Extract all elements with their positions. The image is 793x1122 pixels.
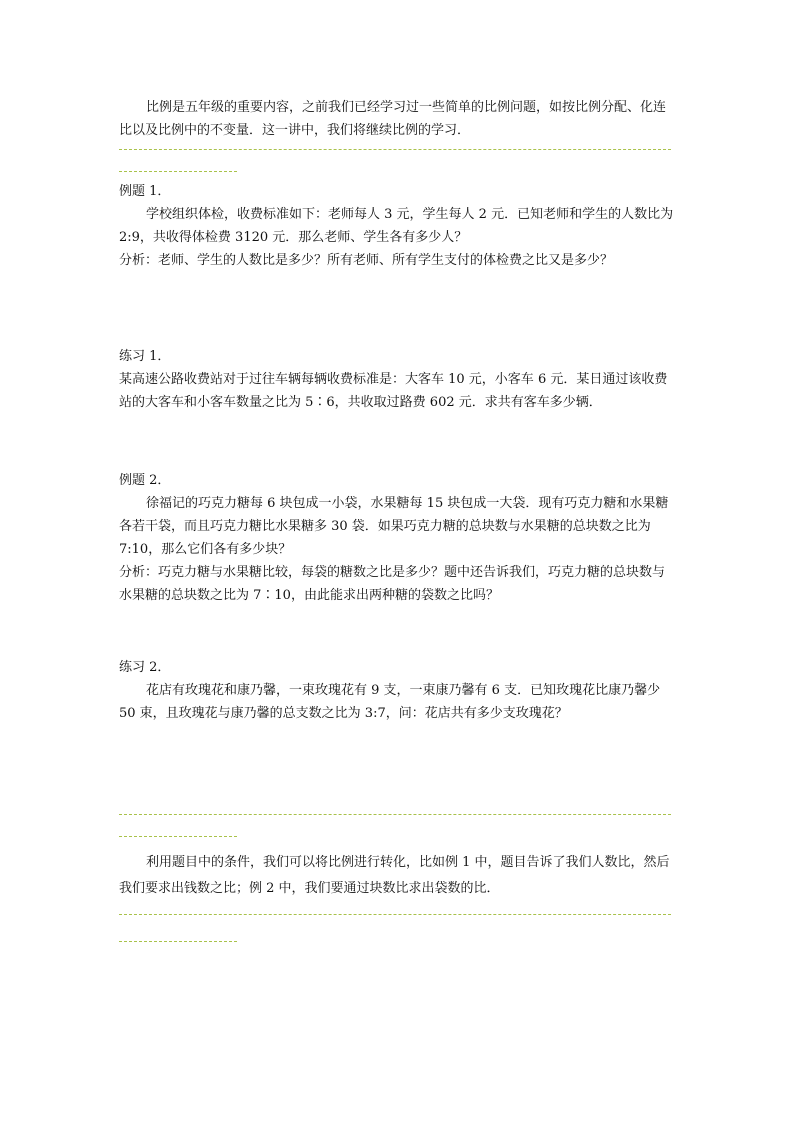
divider-dashed <box>119 149 671 150</box>
example-1-title: 例题 1． <box>119 184 171 199</box>
divider-dashed <box>119 941 237 942</box>
practice-2 <box>119 656 677 725</box>
practice-2-title: 练习 2． <box>119 660 171 675</box>
divider-dashed <box>119 814 671 815</box>
practice-1 <box>119 345 677 414</box>
example-2-title: 例题 2． <box>119 473 171 488</box>
example-1-body: 学校组织体检，收费标准如下：老师每人 3 元，学生每人 2 元．已知老师和学生的人数比为 2:9，共收得体检费 3120 元．那么老师、学生各有多少人？ <box>119 207 674 245</box>
practice-2-body: 花店有玫瑰花和康乃馨，一束玫瑰花有 9 支，一束康乃馨有 6 支．已知玫瑰花比康乃馨少 50 束，且玫瑰花与康乃馨的总支数之比为 3:7，问：花店共有多少支玫瑰花？ <box>119 683 661 721</box>
example-1-analysis: 分析：老师、学生的人数比是多少？所有老师、所有学生支付的体检费之比又是多少？ <box>119 253 614 268</box>
summary-block <box>119 850 677 902</box>
intro-block <box>119 96 677 142</box>
example-1 <box>119 180 677 272</box>
example-2 <box>119 469 677 607</box>
divider-dashed <box>119 836 237 837</box>
divider-dashed <box>119 171 237 172</box>
practice-1-body: 某高速公路收费站对于过往车辆每辆收费标准是：大客车 10 元，小客车 6 元．某日通过该收费站的大客车和小客车数量之比为 5∶6，共收取过路费 602 元．求共有客车多少辆． <box>119 372 668 410</box>
intro-paragraph: 比例是五年级的重要内容，之前我们已经学习过一些简单的比例问题，如按比例分配、化连比以及比例中的不变量．这一讲中，我们将继续比例的学习． <box>119 100 667 138</box>
example-2-body: 徐福记的巧克力糖每 6 块包成一小袋，水果糖每 15 块包成一大袋．现有巧克力糖和水果糖各若干袋，而且巧克力糖比水果糖多 30 袋．如果巧克力糖的总块数与水果糖的总块数之比为 7:10，那么它们各有多少块？ <box>119 496 669 557</box>
example-2-analysis: 分析：巧克力糖与水果糖比较，每袋的糖数之比是多少？题中还告诉我们，巧克力糖的总块数与水果糖的总块数之比为 7∶10，由此能求出两种糖的袋数之比吗？ <box>119 565 666 603</box>
summary-paragraph: 利用题目中的条件，我们可以将比例进行转化，比如例 1 中，题目告诉了我们人数比，然后我们要求出钱数之比；例 2 中，我们要通过块数比求出袋数的比． <box>119 855 670 896</box>
practice-1-title: 练习 1． <box>119 349 171 364</box>
divider-dashed <box>119 914 671 915</box>
